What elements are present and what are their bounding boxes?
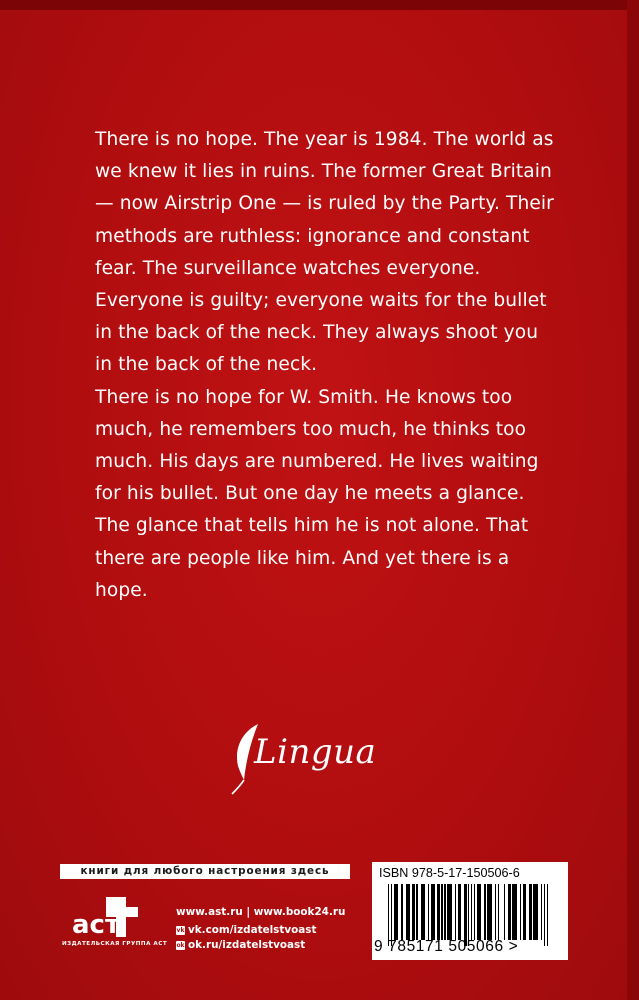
barcode-bar	[455, 884, 456, 940]
barcode-bar	[397, 884, 398, 940]
barcode-bar	[544, 884, 545, 946]
barcode-bar	[520, 884, 521, 940]
ast-logo-icon	[72, 893, 150, 939]
barcode-bar	[401, 884, 402, 940]
barcode-bar	[547, 884, 548, 946]
ok-icon: ok	[176, 941, 185, 949]
lingua-logo	[228, 722, 377, 796]
barcode-bar	[413, 884, 414, 940]
barcode-bar	[484, 884, 485, 940]
barcode-bar	[524, 884, 525, 940]
top-edge	[0, 0, 639, 10]
barcode-bar	[498, 884, 499, 940]
vk-link[interactable]	[176, 924, 316, 936]
barcode-bar	[509, 884, 510, 940]
barcode-bar	[438, 884, 439, 940]
ok-link-text: ok.ru/izdatelstvoast	[188, 939, 306, 951]
barcode	[388, 884, 548, 940]
lingua-wordmark: Lingua	[254, 732, 377, 772]
barcode-bar	[474, 884, 475, 940]
barcode-bar	[409, 884, 410, 940]
barcode-bar	[504, 884, 505, 940]
barcode-bar	[468, 884, 469, 946]
barcode-bar	[428, 884, 429, 940]
barcode-bar	[391, 884, 392, 946]
barcode-bar	[480, 884, 481, 940]
barcode-bar	[450, 884, 451, 940]
blurb-text	[95, 124, 555, 607]
blurb-paragraph-2: There is no hope for W. Smith. He knows too much, he remembers too much, he thinks too much. His days are numbered. He lives waiting for his bullet. But one day he meets a glance. The glance that tells him he is not alone. That there are people like him. And yet there is a hope.	[95, 386, 539, 601]
barcode-bar	[530, 884, 531, 940]
ok-link[interactable]	[176, 939, 305, 951]
barcode-bar	[471, 884, 472, 940]
barcode-bar	[495, 884, 496, 940]
barcode-bar	[416, 884, 417, 940]
right-edge	[627, 0, 639, 1000]
barcode-bar	[536, 884, 537, 940]
vk-icon: vk	[176, 926, 185, 934]
publisher-caption: ИЗДАТЕЛЬСКАЯ ГРУППА АСТ	[62, 941, 168, 947]
blurb-paragraph-1: There is no hope. The year is 1984. The world as we knew it lies in ruins. The former Great Britain — now Airstrip One — is ruled by the Party. Their methods are ruthless: ignorance and constant fear. The surveillance watches everyone. Everyone is guilty; everyone waits for the bullet in the back of the neck. They always shoot you in the back of the neck.	[95, 129, 554, 376]
vk-link-text: vk.com/izdatelstvoast	[188, 924, 317, 936]
barcode-bar	[444, 884, 445, 940]
barcode-bar	[424, 884, 425, 940]
barcode-digits: 9 785171 505066 >	[374, 938, 519, 955]
tagline-strip: книги для любого настроения здесь	[60, 864, 350, 879]
barcode-bar	[541, 884, 542, 940]
isbn-label: ISBN 978-5-17-150506-6	[379, 866, 520, 880]
barcode-bar	[490, 884, 491, 940]
websites-link[interactable]: www.ast.ru | www.book24.ru	[176, 906, 346, 918]
barcode-bar	[441, 884, 442, 940]
ast-mark-text: аст	[72, 910, 121, 939]
barcode-bar	[434, 884, 435, 940]
barcode-bar	[515, 884, 516, 940]
ast-publisher-logo	[62, 893, 168, 953]
isbn-barcode-box	[372, 862, 568, 960]
barcode-bar	[388, 884, 389, 946]
barcode-bar	[459, 884, 460, 940]
barcode-bar	[465, 884, 466, 946]
